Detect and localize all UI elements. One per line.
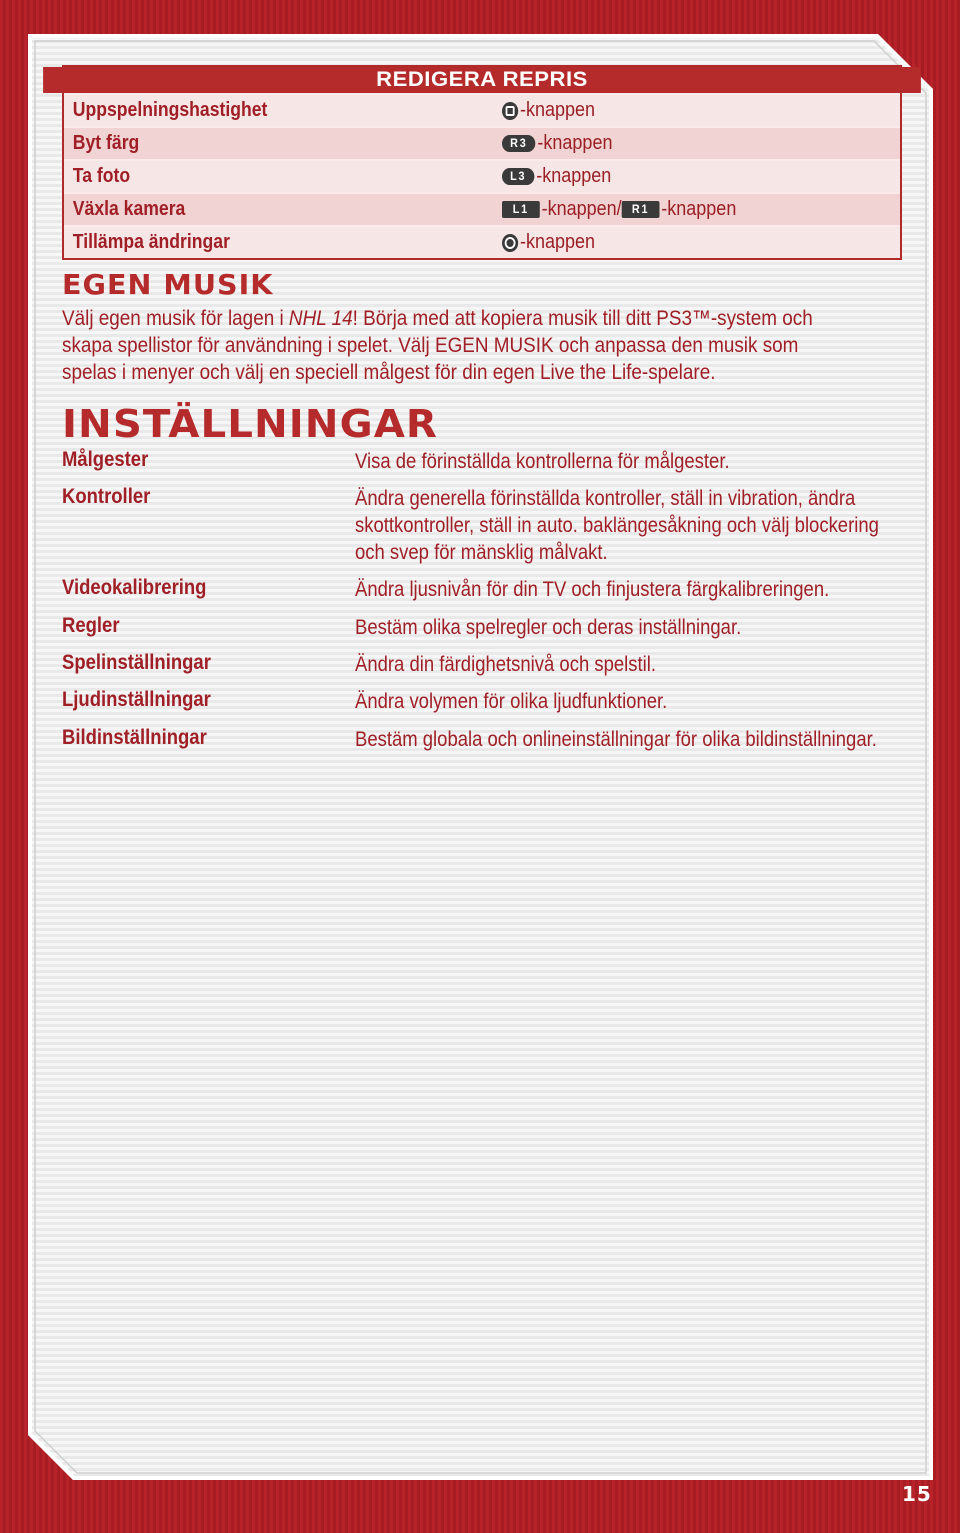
r3-button-icon: R3 xyxy=(502,135,536,152)
row-label: Växla kamera xyxy=(72,198,186,220)
setting-description: Visa de förinställda kontrollerna för målgester. xyxy=(355,450,730,473)
row-value xyxy=(502,165,611,188)
setting-label: Videokalibrering xyxy=(62,576,207,599)
row-label: Ta foto xyxy=(72,165,131,187)
row-suffix: -knappen xyxy=(520,231,596,253)
row-suffix-2: -knappen xyxy=(661,198,737,220)
setting-label: Bildinställningar xyxy=(62,726,207,749)
setting-label: Spelinställningar xyxy=(62,651,211,674)
setting-description: Ändra volymen för olika ljudfunktioner. xyxy=(355,690,668,713)
setting-description: Ändra generella förinställda kontroller, ställ in vibration, ändra skottkontroller, ställ in auto. baklängesåkning och välj blockering och svep för mänsklig målvakt. xyxy=(355,487,879,564)
square-button-icon xyxy=(502,102,518,120)
setting-label: Ljudinställningar xyxy=(62,688,211,711)
row-suffix: -knappen xyxy=(536,165,612,187)
row-suffix: -knappen xyxy=(520,99,596,121)
row-suffix: -knappen/ xyxy=(541,198,622,220)
table-row xyxy=(64,126,900,159)
egen-musik-paragraph xyxy=(62,305,854,386)
paragraph-start: Välj egen musik för lagen i xyxy=(62,307,289,330)
row-value xyxy=(502,99,595,122)
setting-description: Bestäm olika spelregler och deras inställningar. xyxy=(355,616,742,639)
l1-button-icon: L1 xyxy=(502,201,540,218)
section-title-egen-musik: EGEN MUSIK xyxy=(62,268,274,301)
game-title: NHL 14 xyxy=(288,307,353,330)
table-row xyxy=(64,159,900,192)
row-value xyxy=(502,198,736,221)
row-value xyxy=(502,132,612,155)
setting-label: Kontroller xyxy=(62,485,151,508)
l3-button-icon: L3 xyxy=(502,168,534,185)
page-number: 15 xyxy=(902,1482,932,1506)
r1-button-icon: R1 xyxy=(622,201,660,218)
section-title-installningar: INSTÄLLNINGAR xyxy=(62,402,439,446)
setting-description: Bestäm globala och onlineinställningar för olika bildinställningar. xyxy=(355,728,877,751)
replay-controls-table xyxy=(62,65,902,260)
row-label: Uppspelningshastighet xyxy=(72,99,268,121)
row-value xyxy=(502,231,595,254)
row-label: Tillämpa ändringar xyxy=(72,231,230,253)
table-row xyxy=(64,192,900,225)
setting-label: Regler xyxy=(62,614,120,637)
table-title: REDIGERA REPRIS xyxy=(43,67,921,93)
row-label: Byt färg xyxy=(72,132,140,154)
row-suffix: -knappen xyxy=(537,132,613,154)
setting-label: Målgester xyxy=(62,448,149,471)
table-row xyxy=(64,93,900,126)
circle-button-icon xyxy=(502,234,518,252)
paragraph-rest: ! Börja med att kopiera musik till ditt PS3™-system och skapa spellistor för användning i spelet. Välj EGEN MUSIK och anpassa den musik som spelas i menyer och välj en speciell målgest för din egen Live the Life-spelare. xyxy=(62,307,813,384)
table-row xyxy=(64,225,900,258)
setting-description: Ändra din färdighetsnivå och spelstil. xyxy=(355,653,656,676)
setting-description: Ändra ljusnivån för din TV och finjustera färgkalibreringen. xyxy=(355,578,830,601)
